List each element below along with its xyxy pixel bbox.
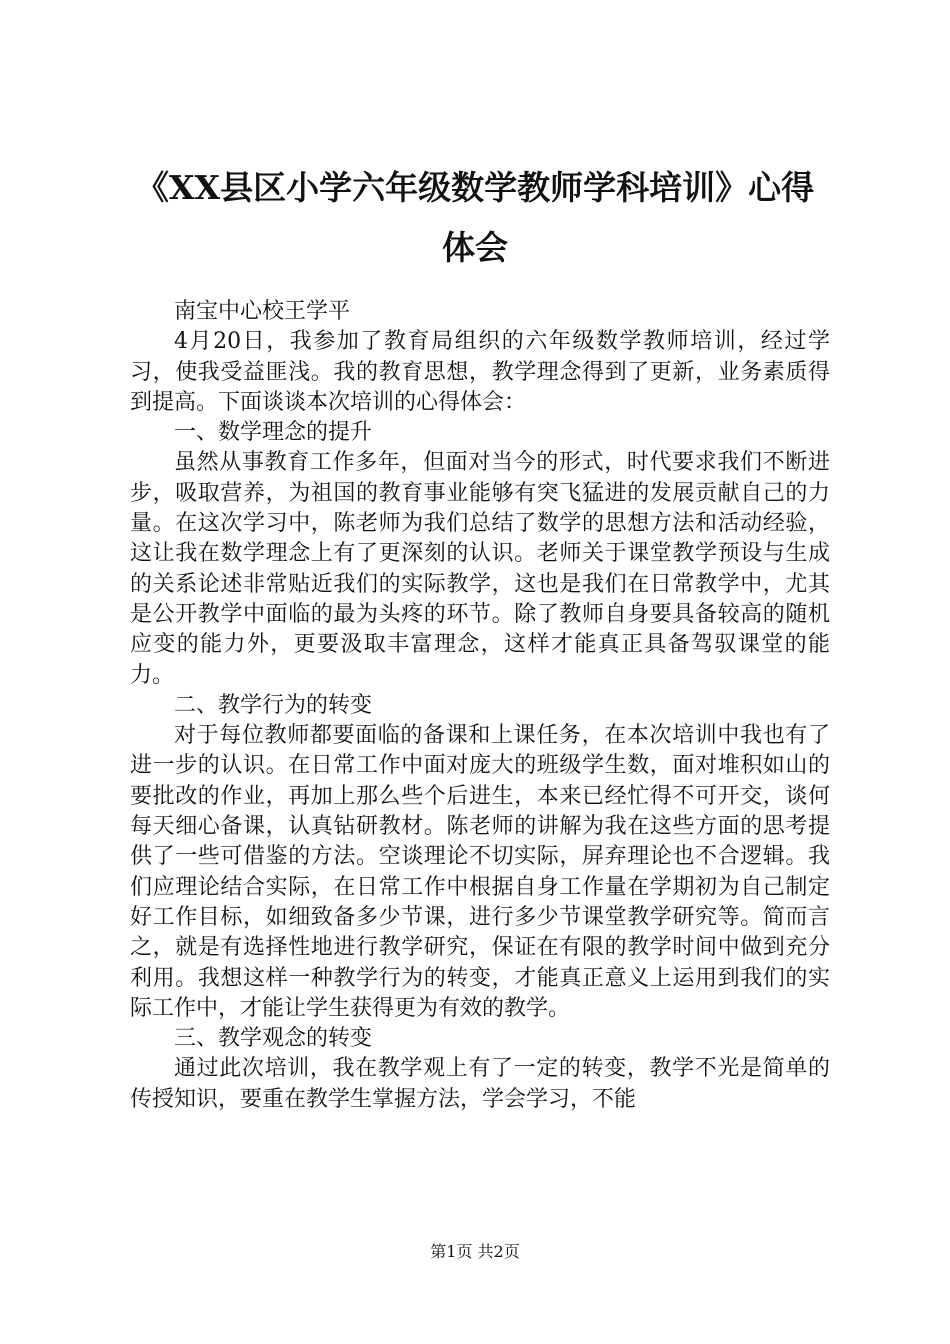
body-paragraph: 对于每位教师都要面临的备课和上课任务，在本次培训中我也有了进一步的认识。在日常工作中面对庞大的班级学生数，面对堆积如山的要批改的作业，再加上那么些个后进生，本来已经忙得不可开交，谈何每天细心备课，认真钻研教材。陈老师的讲解为我在这些方面的思考提供了一些可借鉴的方法。空谈理论不切实际，屏弃理论也不合逻辑。我们应理论结合实际，在日常工作中根据自身工作量在学期初为自己制定好工作目标，如细致备多少节课，进行多少节课堂教学研究等。简而言之，就是有选择性地进行教学研究，保证在有限的教学时间中做到充分利用。我想这样一种教学行为的转变，才能真正意义上运用到我们的实际工作中，才能让学生获得更为有效的教学。 bbox=[130, 723, 830, 1021]
page-number-footer: 第1页 共2页 bbox=[430, 1242, 520, 1261]
document-title: 《XX县区小学六年级数学教师学科培训》心得体会 bbox=[135, 168, 815, 267]
author-line: 南宝中心校王学平 bbox=[174, 299, 351, 324]
body-paragraph: 4月20日，我参加了教育局组织的六年级数学教师培训，经过学习，使我受益匪浅。我的教育思想，教学理念得到了更新，业务素质得到提高。下面谈谈本次培训的心得体会： bbox=[130, 329, 830, 415]
body-paragraph: 虽然从事教育工作多年，但面对当今的形式，时代要求我们不断进步，吸取营养，为祖国的教育事业能够有突飞猛进的发展贡献自己的力量。在这次学习中，陈老师为我们总结了数学的思想方法和活动经验，这让我在数学理念上有了更深刻的认识。老师关于课堂教学预设与生成的关系论述非常贴近我们的实际教学，这也是我们在日常教学中，尤其是公开教学中面临的最为头疼的环节。除了教师自身要具备较高的随机应变的能力外，更要汲取丰富理念，这样才能真正具备驾驭课堂的能力。 bbox=[130, 450, 830, 688]
document-body bbox=[130, 297, 830, 1115]
section-heading: 二、教学行为的转变 bbox=[174, 692, 373, 718]
body-paragraph: 通过此次培训，我在教学观上有了一定的转变，教学不光是简单的传授知识，要重在教学生掌握方法，学会学习，不能 bbox=[130, 1056, 830, 1112]
section-heading: 一、数学理念的提升 bbox=[174, 420, 373, 446]
section-heading: 三、教学观念的转变 bbox=[174, 1026, 373, 1052]
